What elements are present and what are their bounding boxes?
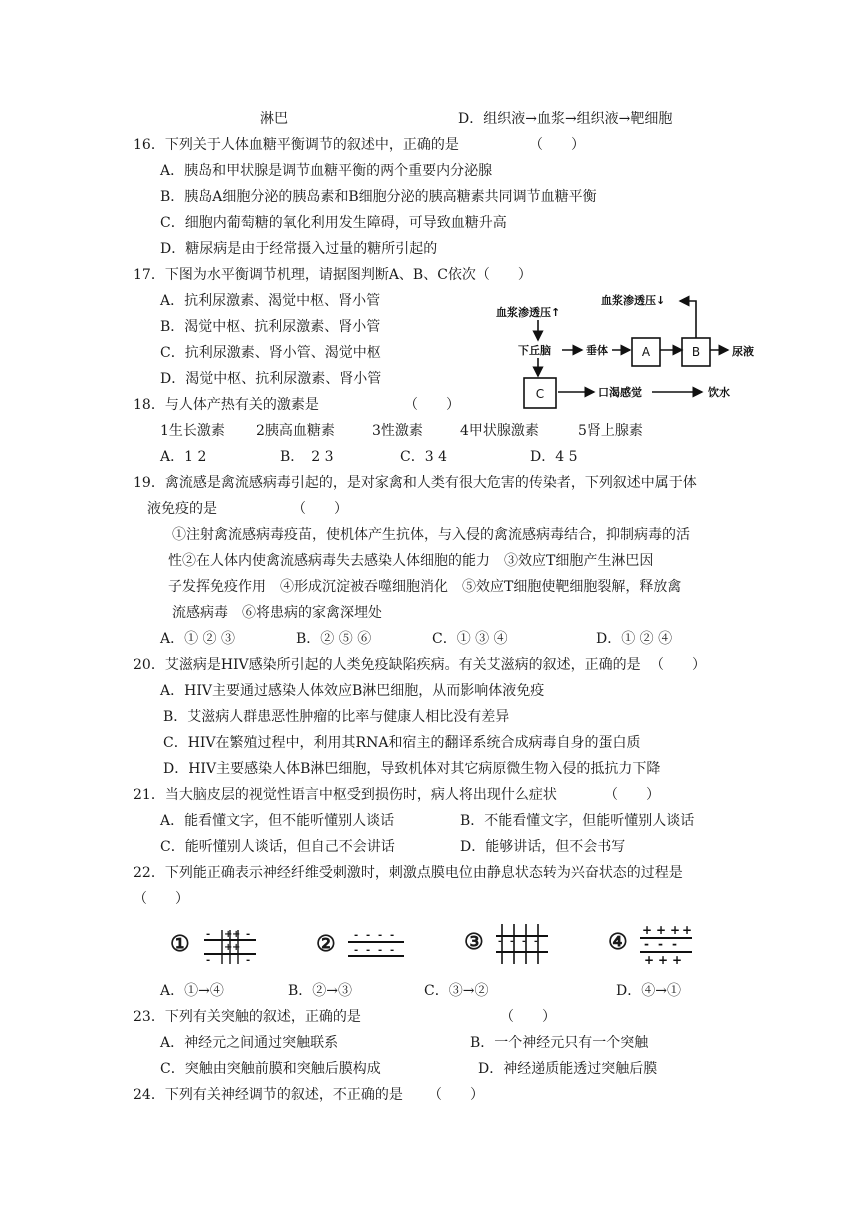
q19-statements-line1: ①注射禽流感病毒疫苗，使机体产生抗体，与入侵的禽流感病毒结合，抑制病毒的活 xyxy=(172,527,690,543)
q19-statements-line4: 流感病毒 ⑥将患病的家禽深埋处 xyxy=(172,605,382,621)
q22-option-d: D．④→① xyxy=(616,983,681,999)
svg-text:-: - xyxy=(390,930,395,941)
svg-text:+: + xyxy=(682,923,693,937)
q21-option-c: C．能听懂别人谈话，但自己不会讲话 xyxy=(160,839,395,855)
q21-option-b: B．不能看懂文字，但能听懂别人谈话 xyxy=(460,813,695,829)
diagram-box-c-label: C xyxy=(535,387,545,401)
q17-option-b: B．渴觉中枢、抗利尿激素、肾小管 xyxy=(160,319,381,335)
diagram-drink-label: 饮水 xyxy=(708,386,730,399)
svg-text:-: - xyxy=(510,937,514,947)
q20-option-b: B．艾滋病人群患恶性肿瘤的比率与健康人相比没有差异 xyxy=(163,709,510,725)
q23-paren: （ ） xyxy=(500,1009,556,1025)
svg-text:-: - xyxy=(672,937,677,951)
q17-option-a: A．抗利尿激素、渴觉中枢、肾小管 xyxy=(160,293,381,309)
q17-option-d: D．渴觉中枢、抗利尿激素、肾小管 xyxy=(160,371,382,387)
q16-option-c: C．细胞内葡萄糖的氧化利用发生障碍，可导致血糖升高 xyxy=(160,215,507,231)
q19-option-c: C．① ③ ④ xyxy=(432,631,508,647)
q23-option-a: A．神经元之间通过突触联系 xyxy=(160,1035,339,1051)
q22-paren: （ ） xyxy=(133,891,189,907)
q15-fragment-left: 淋巴 xyxy=(260,111,288,127)
diagram-plasma-osmotic-down-label: 血浆渗透压↓ xyxy=(601,294,666,307)
q23-option-d: D．神经递质能透过突触后膜 xyxy=(478,1061,658,1077)
q21-option-a: A．能看懂文字，但不能听懂别人谈话 xyxy=(160,813,395,829)
svg-text:+: + xyxy=(232,929,241,940)
q19-statements-line2: 性②在人体内使禽流感病毒失去感染人体细胞的能力 ③效应T细胞产生淋巴因 xyxy=(168,553,654,569)
diagram-thirst-label: 口渴感觉 xyxy=(598,386,642,399)
svg-text:-: - xyxy=(378,930,383,941)
q22-option-b: B．②→③ xyxy=(288,983,353,999)
svg-text:-: - xyxy=(644,937,649,951)
q20-paren: （ ） xyxy=(650,657,706,673)
q18-item-3: 3性激素 xyxy=(372,423,423,439)
q16-option-b: B．胰岛A细胞分泌的胰岛素和B细胞分泌的胰高糖素共同调节血糖平衡 xyxy=(160,189,597,205)
water-balance-diagram xyxy=(488,288,778,413)
svg-text:-: - xyxy=(206,929,211,940)
q18-item-5: 5肾上腺素 xyxy=(578,423,643,439)
svg-text:-: - xyxy=(354,945,359,956)
q22-figure-3 xyxy=(460,918,560,968)
diagram-urine-label: 尿液 xyxy=(732,345,754,358)
q19-option-d: D．① ② ④ xyxy=(596,631,673,647)
q21-paren: （ ） xyxy=(604,787,660,803)
svg-text:+: + xyxy=(644,953,655,966)
q17-option-c: C．抗利尿激素、肾小管、渴觉中枢 xyxy=(160,345,381,361)
q18-item-2: 2胰高血糖素 xyxy=(256,423,335,439)
q15-option-d: D．组织液→血浆→组织液→靶细胞 xyxy=(458,111,673,127)
q16-stem: 16．下列关于人体血糖平衡调节的叙述中，正确的是 xyxy=(133,137,459,153)
q22-option-a: A．①→④ xyxy=(160,983,224,999)
svg-text:-: - xyxy=(498,937,502,947)
q18-option-c: C．3 4 xyxy=(400,449,447,465)
q22-figure-1 xyxy=(160,922,260,968)
q20-option-c: C．HIV在繁殖过程中，利用其RNA和宿主的翻译系统合成病毒自身的蛋白质 xyxy=(163,735,641,751)
q18-item-4: 4甲状腺激素 xyxy=(460,423,539,439)
q16-paren: （ ） xyxy=(529,137,585,153)
q19-stem-line2: 液免疫的是 xyxy=(147,501,217,517)
diagram-pituitary-label: 垂体 xyxy=(586,344,608,357)
svg-text:+: + xyxy=(642,923,653,937)
diagram-hypothalamus-label: 下丘脑 xyxy=(518,344,551,357)
q23-option-b: B．一个神经元只有一个突触 xyxy=(470,1035,649,1051)
q22-figure-1-label: ① xyxy=(170,931,190,957)
membrane-diagram-1 xyxy=(202,928,258,966)
q21-stem: 21．当大脑皮层的视觉性语言中枢受到损伤时，病人将出现什么症状 xyxy=(133,787,557,803)
q18-paren: （ ） xyxy=(404,397,460,413)
q22-figure-4-label: ④ xyxy=(608,929,628,955)
q24-stem: 24．下列有关神经调节的叙述，不正确的是 xyxy=(133,1087,403,1103)
svg-text:-: - xyxy=(378,945,383,956)
q17-stem: 17．下图为水平衡调节机理，请据图判断A、B、C依次（ ） xyxy=(133,267,532,283)
q20-option-a: A．HIV主要通过感染人体效应B淋巴细胞，从而影响体液免疫 xyxy=(160,683,545,699)
diagram-box-a-label: A xyxy=(641,345,651,359)
svg-text:-: - xyxy=(390,945,395,956)
diagram-box-b-label: B xyxy=(691,345,701,359)
svg-text:-: - xyxy=(366,945,371,956)
svg-text:-: - xyxy=(206,955,211,966)
svg-text:-: - xyxy=(366,930,371,941)
svg-text:-: - xyxy=(246,929,251,940)
q18-option-a: A．1 2 xyxy=(160,449,207,465)
q19-paren: （ ） xyxy=(292,501,348,517)
svg-text:+: + xyxy=(672,953,683,966)
q18-option-b: B． 2 3 xyxy=(280,449,334,465)
q23-option-c: C．突触由突触前膜和突触后膜构成 xyxy=(160,1061,381,1077)
q22-figure-2 xyxy=(310,922,410,968)
q19-option-a: A．① ② ③ xyxy=(160,631,236,647)
svg-text:+: + xyxy=(656,923,667,937)
q16-option-d: D．糖尿病是由于经常摄入过量的糖所引起的 xyxy=(160,241,438,257)
q21-option-d: D．能够讲话，但不会书写 xyxy=(460,839,626,855)
svg-text:-: - xyxy=(534,937,538,947)
svg-text:+: + xyxy=(224,942,233,953)
q20-option-d: D．HIV主要感染人体B淋巴细胞，导致机体对其它病原微生物入侵的抵抗力下降 xyxy=(163,761,661,777)
q20-stem: 20．艾滋病是HIV感染所引起的人类免疫缺陷疾病。有关艾滋病的叙述，正确的是 xyxy=(133,657,641,673)
q18-item-1: 1生长激素 xyxy=(160,423,225,439)
svg-text:+: + xyxy=(670,923,681,937)
q24-paren: （ ） xyxy=(428,1087,484,1103)
q22-figure-2-label: ② xyxy=(316,931,336,957)
svg-text:-: - xyxy=(246,955,251,966)
membrane-diagram-2 xyxy=(346,928,406,966)
q19-statements-line3: 子发挥免疫作用 ④形成沉淀被吞噬细胞消化 ⑤效应T细胞使靶细胞裂解，释放禽 xyxy=(168,579,682,595)
q22-stem: 22．下列能正确表示神经纤维受刺激时，刺激点膜电位由静息状态转为兴奋状态的过程是 xyxy=(133,865,683,881)
svg-text:+: + xyxy=(224,929,233,940)
svg-text:+: + xyxy=(232,942,241,953)
q22-figure-4 xyxy=(602,918,702,968)
q18-stem: 18．与人体产热有关的激素是 xyxy=(133,397,319,413)
q19-stem-line1: 19．禽流感是禽流感病毒引起的，是对家禽和人类有很大危害的传染者，下列叙述中属于体 xyxy=(133,475,697,491)
diagram-plasma-osmotic-up-label: 血浆渗透压↑ xyxy=(496,306,561,319)
svg-text:-: - xyxy=(354,930,359,941)
membrane-diagram-4 xyxy=(638,922,694,966)
q22-figure-3-label: ③ xyxy=(464,929,484,955)
svg-text:-: - xyxy=(658,937,663,951)
q16-option-a: A．胰岛和甲状腺是调节血糖平衡的两个重要内分泌腺 xyxy=(160,163,493,179)
q18-option-d: D．4 5 xyxy=(530,449,578,465)
membrane-diagram-3 xyxy=(494,922,550,966)
svg-text:-: - xyxy=(522,937,526,947)
q22-option-c: C．③→② xyxy=(424,983,489,999)
q19-option-b: B．② ⑤ ⑥ xyxy=(296,631,372,647)
svg-text:+: + xyxy=(658,953,669,966)
q23-stem: 23．下列有关突触的叙述，正确的是 xyxy=(133,1009,361,1025)
